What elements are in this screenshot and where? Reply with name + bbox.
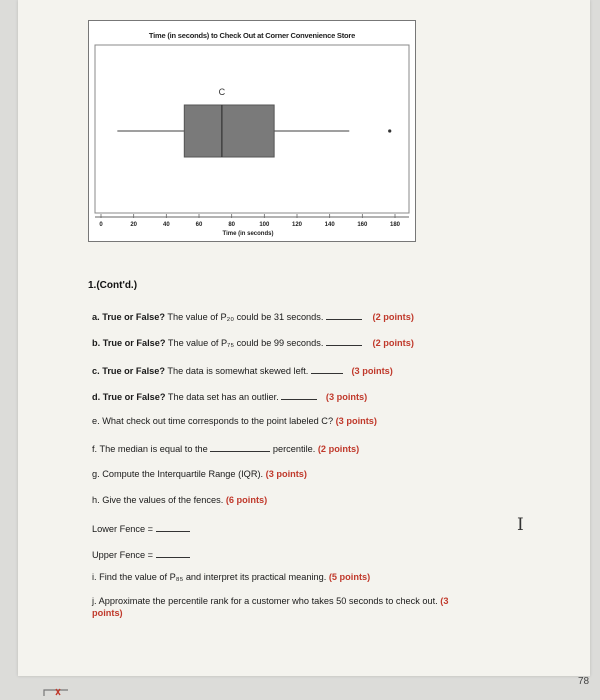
question-f-text-before: f. The median is equal to the: [92, 444, 208, 454]
question-c-label: c. True or False?: [92, 366, 166, 376]
question-i-text: i. Find the value of P₈₅ and interpret its practical meaning.: [92, 572, 327, 582]
points-j-part2: points): [92, 608, 123, 618]
points-a: (2 points): [372, 312, 414, 322]
question-j-cont: [92, 608, 123, 618]
question-i: [92, 572, 370, 582]
annotation-label: C: [218, 87, 226, 97]
answer-blank-f[interactable]: [210, 442, 270, 452]
question-b: [92, 336, 414, 348]
question-c: [92, 364, 393, 376]
lower-fence-blank[interactable]: [156, 522, 190, 532]
question-b-label: b. True or False?: [92, 338, 166, 348]
question-a-text: The value of P₂₀ could be 31 seconds.: [167, 312, 324, 322]
x-tick-label: 80: [228, 222, 236, 228]
answer-blank-b[interactable]: [326, 336, 362, 346]
question-j-text: j. Approximate the percentile rank for a customer who takes 50 seconds to check out.: [92, 596, 438, 606]
x-axis-title: Time (in seconds): [222, 231, 274, 237]
section-header: 1.(Cont'd.): [88, 280, 138, 291]
points-c: (3 points): [351, 366, 393, 376]
question-f-text-after: percentile.: [272, 444, 316, 454]
upper-fence-blank[interactable]: [156, 548, 190, 558]
x-tick-label: 140: [324, 222, 335, 228]
question-d: [92, 390, 367, 402]
page-number: 78: [578, 676, 590, 687]
x-tick-label: 120: [291, 222, 303, 228]
answer-blank-d[interactable]: [281, 390, 317, 400]
question-a-label: a. True or False?: [92, 312, 166, 322]
question-h-text: h. Give the values of the fences.: [92, 495, 224, 505]
question-a: [92, 310, 414, 322]
question-b-text: The value of P₇₅ could be 99 seconds.: [167, 338, 324, 348]
chart-title: Time (in seconds) to Check Out at Corner Convenience Store: [148, 31, 356, 40]
x-tick-label: 100: [259, 222, 270, 228]
x-tick-label: 180: [389, 222, 401, 228]
boxplot-svg: [89, 21, 415, 241]
points-f: (2 points): [317, 444, 360, 454]
question-f: [92, 442, 359, 454]
question-h: [92, 495, 267, 505]
upper-fence-line: [92, 548, 190, 560]
points-d: (3 points): [325, 392, 368, 402]
question-c-text: The data is somewhat skewed left.: [167, 366, 309, 376]
points-i: (5 points): [328, 572, 371, 582]
boxplot-chart: [88, 20, 416, 242]
outlier-point: [388, 129, 391, 132]
corner-scribble-icon: [42, 686, 72, 698]
points-g: (3 points): [265, 469, 307, 479]
points-h: (6 points): [225, 495, 268, 505]
points-e: (3 points): [335, 416, 377, 426]
question-g: [92, 469, 307, 479]
x-tick-label: 20: [130, 222, 138, 228]
points-j-part1: (3: [440, 596, 449, 606]
x-tick-label: 0: [99, 222, 103, 228]
points-b: (2 points): [372, 338, 414, 348]
answer-blank-a[interactable]: [326, 310, 362, 320]
lower-fence-line: [92, 522, 190, 534]
upper-fence-label: Upper Fence =: [92, 550, 154, 560]
iqr-box: [184, 105, 274, 157]
x-tick-label: 40: [162, 222, 170, 228]
question-e-text: e. What check out time corresponds to the point labeled C?: [92, 416, 334, 426]
question-d-label: d. True or False?: [92, 392, 166, 402]
question-g-text: g. Compute the Interquartile Range (IQR).: [92, 469, 264, 479]
x-tick-label: 160: [357, 222, 368, 228]
answer-blank-c[interactable]: [311, 364, 343, 374]
question-e: [92, 416, 377, 426]
lower-fence-label: Lower Fence =: [92, 524, 154, 534]
question-d-text: The data set has an outlier.: [167, 392, 279, 402]
text-cursor-icon: I: [517, 515, 524, 535]
x-tick-label: 60: [195, 222, 203, 228]
question-j: [92, 596, 448, 606]
